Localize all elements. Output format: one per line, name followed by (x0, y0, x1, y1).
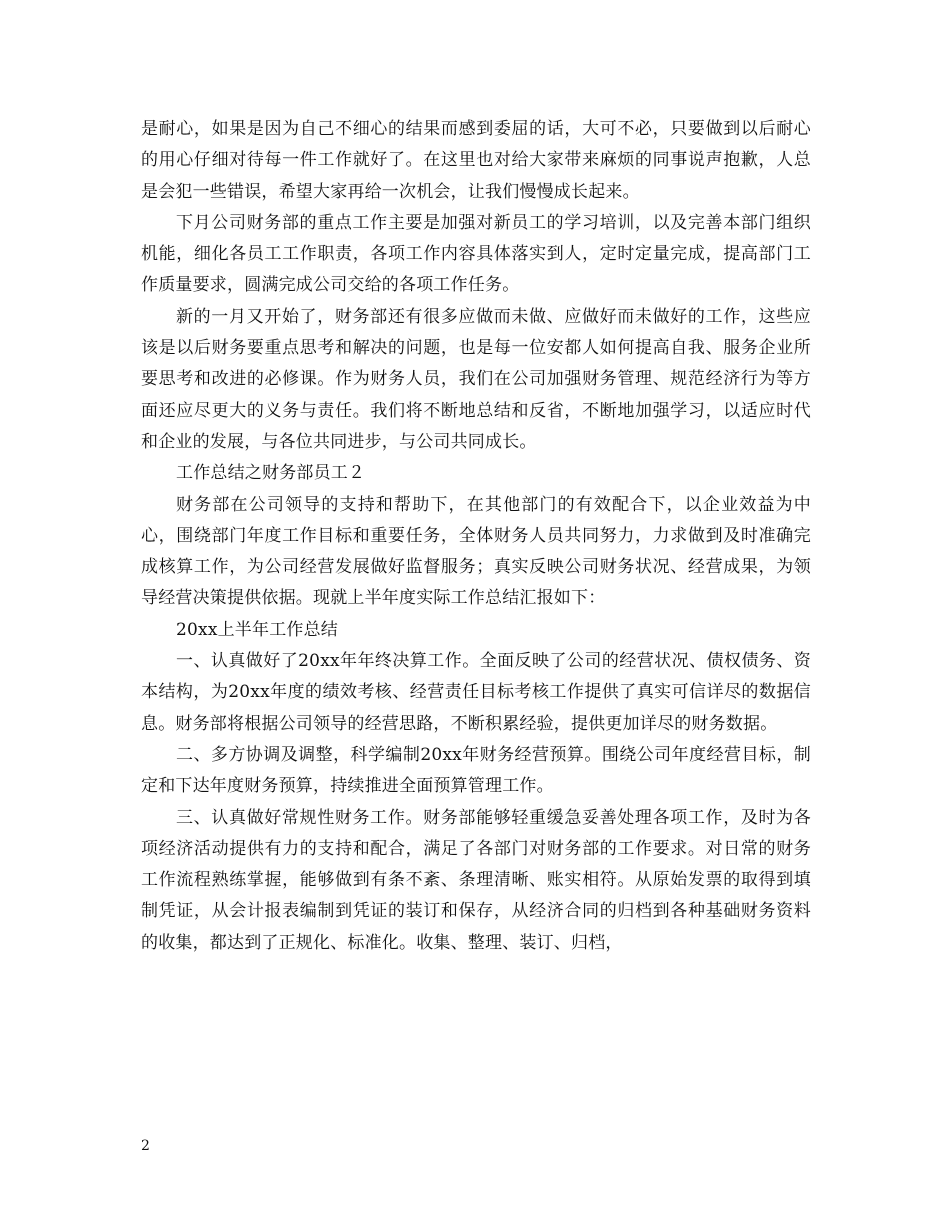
paragraph-9: 三、认真做好常规性财务工作。财务部能够轻重缓急妥善处理各项工作，及时为各项经济活动提供有力的支持和配合，满足了各部门对财务部的工作要求。对日常的财务工作流程熟练掌握，能够做到有条不紊、条理清晰、账实相符。从原始发票的取得到填制凭证，从会计报表编制到凭证的装订和保存，从经济合同的归档到各种基础财务资料的收集，都达到了正规化、标准化。收集、整理、装订、归档， (141, 807, 811, 953)
paragraph-7: 一、认真做好了20xx年年终决算工作。全面反映了公司的经营状况、债权债务、资本结构，为20xx年度的绩效考核、经营责任目标考核工作提供了真实可信详尽的数据信息。财务部将根据公司领导的经营思路，不断积累经验，提供更加详尽的财务数据。 (141, 651, 811, 734)
paragraph-5: 财务部在公司领导的支持和帮助下，在其他部门的有效配合下，以企业效益为中心，围绕部门年度工作目标和重要任务，全体财务人员共同努力，力求做到及时准确完成核算工作，为公司经营发展做好监督服务；真实反映公司财务状况、经营成果，为领导经营决策提供依据。现就上半年度实际工作总结汇报如下： (141, 494, 811, 609)
document-body (141, 114, 811, 959)
paragraph-3: 新的一月又开始了，财务部还有很多应做而未做、应做好而未做好的工作，这些应该是以后财务要重点思考和解决的问题，也是每一位安都人如何提高自我、服务企业所要思考和改进的必修课。作为财务人员，我们在公司加强财务管理、规范经济行为等方面还应尽更大的义务与责任。我们将不断地总结和反省，不断地加强学习，以适应时代和企业的发展，与各位共同进步，与公司共同成长。 (141, 306, 811, 452)
page-number: 2 (141, 1138, 150, 1154)
section-heading-finance-staff-2: 工作总结之财务部员工２ (176, 463, 366, 484)
paragraph-8: 二、多方协调及调整，科学编制20xx年财务经营预算。围绕公司年度经营目标，制定和下达年度财务预算，持续推进全面预算管理工作。 (141, 744, 811, 797)
paragraph-2: 下月公司财务部的重点工作主要是加强对新员工的学习培训，以及完善本部门组织机能，细化各员工工作职责，各项工作内容具体落实到人，定时定量完成，提高部门工作质量要求，圆满完成公司交给的各项工作任务。 (141, 212, 811, 296)
paragraph-1: 是耐心，如果是因为自己不细心的结果而感到委屈的话，大可不必，只要做到以后耐心的用心仔细对待每一件工作就好了。在这里也对给大家带来麻烦的同事说声抱歉，人总是会犯一些错误，希望大家再给一次机会，让我们慢慢成长起来。 (141, 119, 811, 202)
section-heading-half-year-summary: 20xx上半年工作总结 (176, 619, 339, 640)
